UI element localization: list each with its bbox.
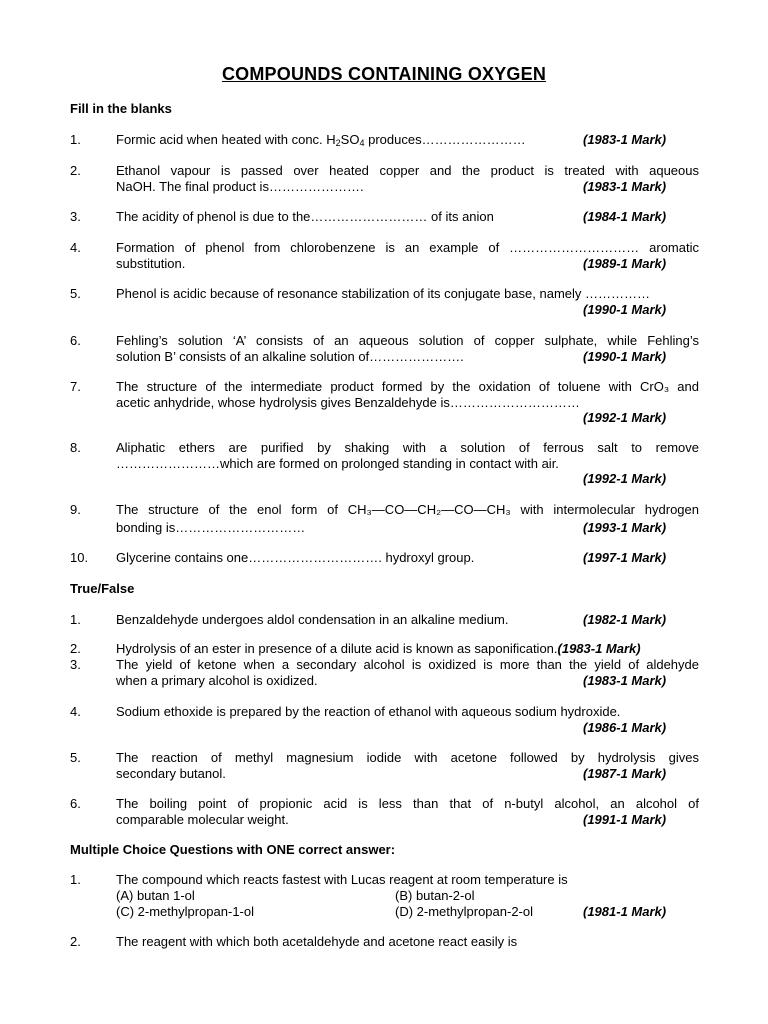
marks-label: (1992-1 Mark) [583,471,667,486]
section-heading-fill: Fill in the blanks [70,101,172,116]
question-text: The reaction of methyl magnesium iodide with acetone followed by hydrolysis gives secondary butanol. [116,750,699,781]
marks-label: (1984-1 Mark) [583,209,667,224]
question-number: 3. [70,209,81,224]
question-number: 4. [70,240,81,255]
option-a: (A) butan 1-ol [116,888,195,903]
question-text: The structure of the intermediate product formed by the oxidation of toluene with CrO₃ and acetic anhydride, whose hydrolysis gives Benzaldehyde is………………………… [116,379,699,410]
marks-label: (1992-1 Mark) [583,410,667,425]
marks-label: (1982-1 Mark) [583,612,667,627]
question-number: 4. [70,704,81,719]
question-number: 1. [70,132,81,147]
option-c: (C) 2-methylpropan-1-ol [116,904,254,919]
question-text: Glycerine contains one…………………………. hydroxyl group. [116,550,475,565]
option-d: (D) 2-methylpropan-2-ol [395,904,533,919]
question-number: 2. [70,641,81,656]
question-number: 2. [70,163,81,178]
marks-label: (1987-1 Mark) [583,766,667,781]
option-b: (B) butan-2-ol [395,888,475,903]
question-text: Fehling’s solution ‘A’ consists of an aqueous solution of copper sulphate, while Fehling’s solution B’ consists of an alkaline solution of…………………. [116,333,699,364]
question-text: Ethanol vapour is passed over heated copper and the product is treated with aqueous NaOH. The final product is…………………. [116,163,699,194]
marks-label: (1991-1 Mark) [583,812,667,827]
question-number: 9. [70,502,81,517]
question-text: The structure of the enol form of CH₃—CO—CH₂—CO—CH₃ with intermolecular hydrogen bonding is………………………… [116,502,699,535]
question-number: 1. [70,612,81,627]
question-text: The boiling point of propionic acid is less than that of n-butyl alcohol, an alcohol of comparable molecular weight. [116,796,699,827]
question-text: The reagent with which both acetaldehyde and acetone react easily is [116,934,518,949]
question-text: Benzaldehyde undergoes aldol condensation in an alkaline medium. [116,612,509,627]
marks-label: (1983-1 Mark) [583,179,667,194]
question-number: 8. [70,440,81,455]
question-text: Hydrolysis of an ester in presence of a dilute acid is known as saponification.(1983-1 Mark) [116,641,641,656]
marks-label: (1986-1 Mark) [583,720,667,735]
marks-label: (1997-1 Mark) [583,550,667,565]
marks-label: (1981-1 Mark) [583,904,667,919]
question-text: The compound which reacts fastest with Lucas reagent at room temperature is [116,872,568,887]
question-text: Aliphatic ethers are purified by shaking with a solution of ferrous salt to remove ……………………which are formed on prolonged standing in contact with air. [116,440,699,471]
question-number: 2. [70,934,81,949]
question-number: 10. [70,550,89,565]
question-number: 5. [70,750,81,765]
question-text: Sodium ethoxide is prepared by the reaction of ethanol with aqueous sodium hydroxide. [116,704,621,719]
question-number: 3. [70,657,81,672]
marks-label: (1990-1 Mark) [583,302,667,317]
question-text: The acidity of phenol is due to the……………………… of its anion [116,209,494,224]
marks-label: (1990-1 Mark) [583,349,667,364]
marks-label: (1993-1 Mark) [583,520,667,535]
question-number: 6. [70,796,81,811]
section-heading-true-false: True/False [70,581,135,596]
page-title: COMPOUNDS CONTAINING OXYGEN [221,64,547,84]
question-text: Formation of phenol from chlorobenzene is an example of ………………………… aromatic substitution. [116,240,699,271]
question-number: 1. [70,872,81,887]
section-heading-mcq: Multiple Choice Questions with ONE correct answer: [70,842,396,857]
question-text: Formic acid when heated with conc. $H_2SO_4$ produces…………………… [116,132,526,148]
question-number: 7. [70,379,81,394]
question-number: 6. [70,333,81,348]
question-text: The yield of ketone when a secondary alcohol is oxidized is more than the yield of aldehyde when a primary alcohol is oxidized. [116,657,699,688]
question-number: 5. [70,286,81,301]
marks-label: (1989-1 Mark) [583,256,667,271]
marks-label: (1983-1 Mark) [583,132,667,147]
marks-label: (1983-1 Mark) [557,641,641,656]
question-text: Phenol is acidic because of resonance stabilization of its conjugate base, namely …………… [116,286,651,301]
marks-label: (1983-1 Mark) [583,673,667,688]
mcq-question-1 [70,872,699,922]
